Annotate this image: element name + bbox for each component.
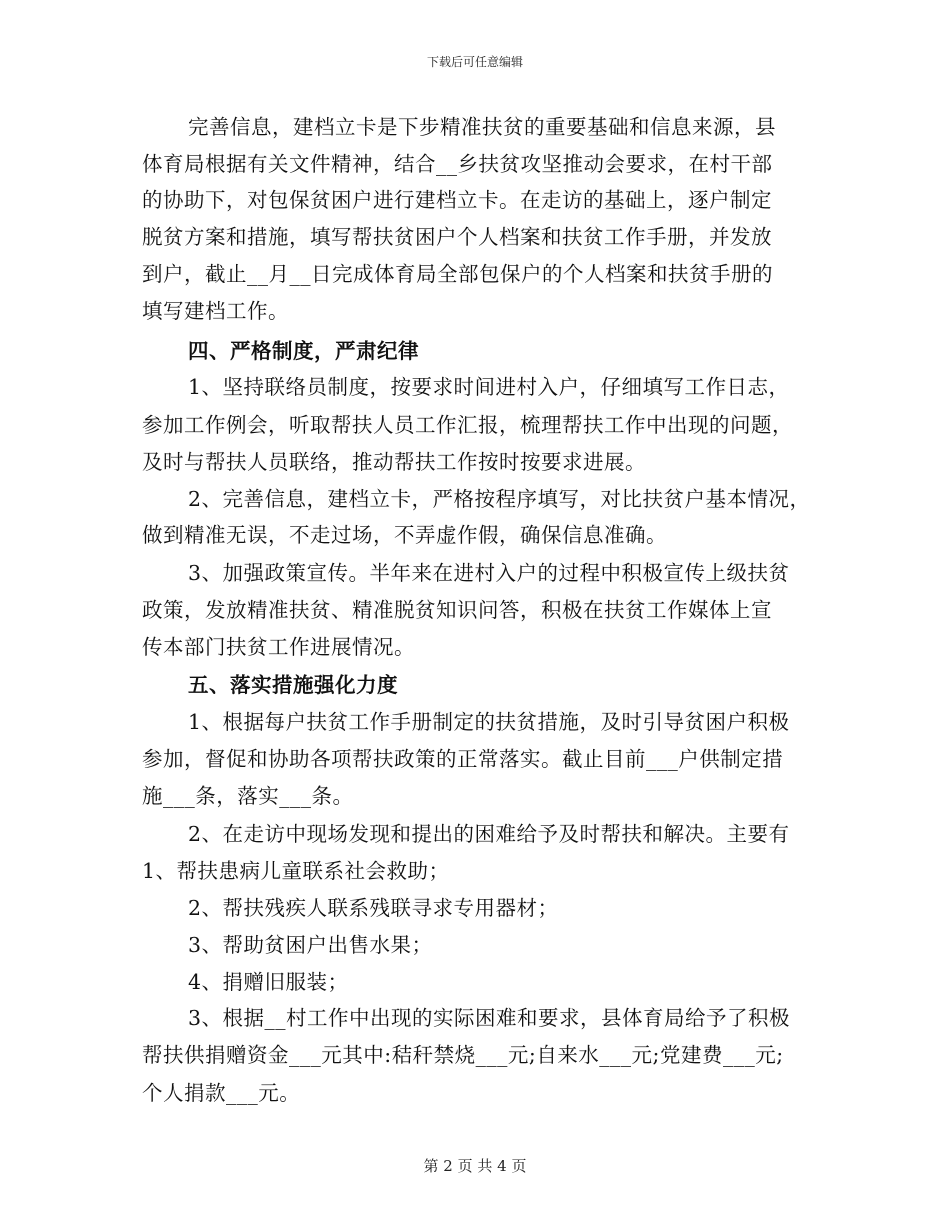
paragraph-line: 1、根据每户扶贫工作手册制定的扶贫措施，及时引导贫困户积极 [188,710,790,734]
paragraph-line: 脱贫方案和措施，填写帮扶贫困户个人档案和扶贫工作手册，并发放 [142,225,772,249]
paragraph-line: 3、根据__村工作中出现的实际困难和要求，县体育局给予了积极 [188,1006,791,1030]
paragraph-line: 1、帮扶患病儿童联系社会救助； [142,859,450,883]
page-header: 下载后可任意编辑 [426,55,523,69]
section-heading: 四、严格制度，严肃纪律 [188,339,419,363]
paragraph-line: 1、坚持联络员制度，按要求时间进村入户，仔细填写工作日志， [188,375,790,399]
paragraph-line: 填写建档工作。 [142,299,289,323]
paragraph-line: 施___条，落实___条。 [142,784,354,808]
paragraph-line: 政策，发放精准扶贫、精准脱贫知识问答，积极在扶贫工作媒体上宣 [142,598,772,622]
paragraph-line: 帮扶供捐赠资金___元其中:秸秆禁烧___元;自来水___元;党建费___元; [142,1043,784,1067]
page-footer: 第 2 页 共 4 页 [423,1157,527,1175]
paragraph-line: 完善信息，建档立卡是下步精准扶贫的重要基础和信息来源，县 [188,115,776,139]
paragraph-line: 2、在走访中现场发现和提出的困难给予及时帮扶和解决。主要有 [188,822,790,846]
paragraph-line: 2、完善信息，建档立卡，严格按程序填写，对比扶贫户基本情况， [188,487,811,511]
paragraph-line: 4、捐赠旧服装； [188,970,349,994]
paragraph-line: 做到精准无误，不走过场，不弄虚作假，确保信息准确。 [142,523,667,547]
paragraph-line: 到户，截止__月__日完成体育局全部包保户的个人档案和扶贫手册的 [142,262,773,286]
paragraph-line: 的协助下，对包保贫困户进行建档立卡。在走访的基础上，逐户制定 [142,188,772,212]
paragraph-line: 参加，督促和协助各项帮扶政策的正常落实。截止目前___户供制定措 [142,747,784,771]
paragraph-line: 参加工作例会，听取帮扶人员工作汇报，梳理帮扶工作中出现的问题， [142,413,793,437]
section-heading: 五、落实措施强化力度 [188,673,398,697]
paragraph-line: 体育局根据有关文件精神，结合__乡扶贫攻坚推动会要求，在村干部 [142,152,773,176]
paragraph-line: 2、帮扶残疾人联系残联寻求专用器材； [188,896,559,920]
paragraph-line: 3、帮助贫困户出售水果； [188,933,433,957]
paragraph-line: 传本部门扶贫工作进展情况。 [142,635,415,659]
paragraph-line: 3、加强政策宣传。半年来在进村入户的过程中积极宣传上级扶贫 [188,561,790,585]
paragraph-line: 个人捐款___元。 [142,1081,301,1105]
paragraph-line: 及时与帮扶人员联络，推动帮扶工作按时按要求进展。 [142,450,646,474]
